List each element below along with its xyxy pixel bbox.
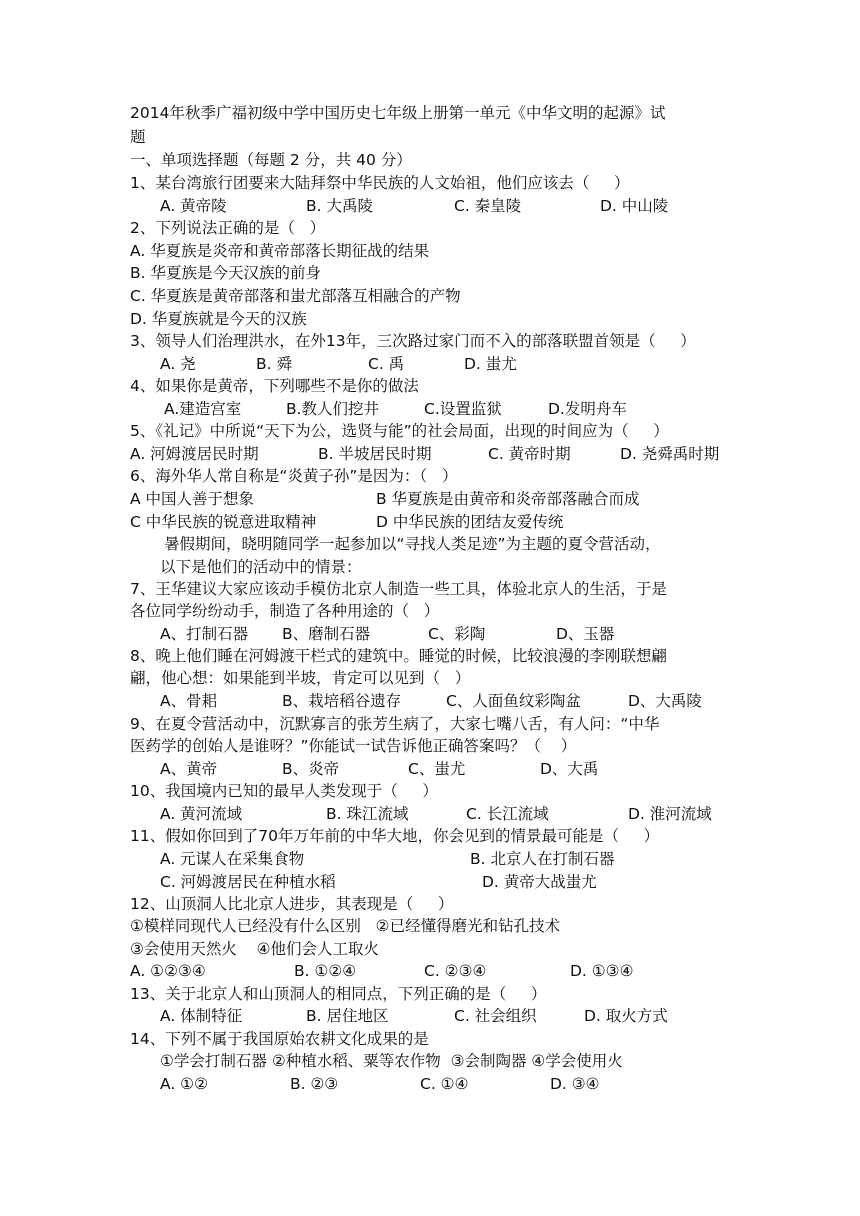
question-8-option-b: B、栽培稻谷遗存 [282, 692, 402, 710]
question-9-option-b: B、炎帝 [282, 760, 340, 778]
question-11-option-c: C. 河姆渡居民在种植水稻 [160, 873, 336, 891]
question-10-option-b: B. 珠江流域 [326, 805, 409, 823]
question-5-option-b: B. 半坡居民时期 [318, 445, 432, 463]
question-9-stem-line1: 9、在夏令营活动中，沉默寡言的张芳生病了，大家七嘴八舌，有人问：“中华 [130, 715, 660, 733]
question-5-option-a: A. 河姆渡居民时期 [130, 445, 259, 463]
exam-title-line2: 题 [130, 128, 146, 146]
question-7-option-a: A、打制石器 [160, 625, 249, 643]
question-7-stem-line1: 7、王华建议大家应该动手模仿北京人制造一些工具，体验北京人的生活，于是 [130, 580, 667, 598]
question-2-option-d: D. 华夏族就是今天的汉族 [130, 310, 307, 328]
question-4-option-c: C.设置监狱 [424, 400, 502, 418]
question-6-option-c: C 中华民族的锐意进取精神 [130, 513, 317, 531]
question-1-stem: 1、某台湾旅行团要来大陆拜祭中华民族的人文始祖，他们应该去（ ） [130, 174, 630, 192]
scenario-intro-line1: 暑假期间，晓明随同学一起参加以“寻找人类足迹”为主题的夏令营活动， [164, 535, 661, 553]
question-9-option-d: D、大禹 [540, 760, 599, 778]
question-12-statements-line2: ③会使用天然火 ④他们会人工取火 [130, 940, 380, 958]
question-3-option-a: A. 尧 [160, 355, 196, 373]
question-10-option-c: C. 长江流域 [466, 805, 549, 823]
question-1-option-a: A. 黄帝陵 [160, 197, 227, 215]
question-13-option-b: B. 居住地区 [306, 1007, 389, 1025]
question-7-option-d: D、玉器 [556, 625, 615, 643]
question-6-stem: 6、海外华人常自称是“炎黄子孙”是因为：（ ） [130, 467, 458, 485]
question-7-stem-line2: 各位同学纷纷动手，制造了各种用途的（ ） [130, 602, 440, 620]
scenario-intro-line2: 以下是他们的活动中的情景： [160, 558, 362, 576]
question-14-stem: 14、下列不属于我国原始农耕文化成果的是 [130, 1030, 429, 1048]
question-12-option-c: C. ②③④ [424, 962, 487, 980]
question-11-option-d: D. 黄帝大战蚩尤 [482, 873, 597, 891]
question-14-option-c: C. ①④ [420, 1075, 469, 1093]
question-14-option-b: B. ②③ [290, 1075, 339, 1093]
question-11-option-a: A. 元谋人在采集食物 [160, 850, 305, 868]
section-heading: 一、单项选择题（每题 2 分，共 40 分） [130, 151, 412, 169]
question-2-option-c: C. 华夏族是黄帝部落和蚩尤部落互相融合的产物 [130, 287, 461, 305]
question-10-stem: 10、我国境内已知的最早人类发现于（ ） [130, 782, 438, 800]
question-9-option-c: C、蚩尤 [408, 760, 466, 778]
question-12-stem: 12、山顶洞人比北京人进步，其表现是（ ） [130, 895, 454, 913]
question-10-option-d: D. 淮河流域 [628, 805, 712, 823]
question-12-statements-line1: ①模样同现代人已经没有什么区别 ②已经懂得磨光和钻孔技术 [130, 917, 561, 935]
question-12-option-d: D. ①③④ [570, 962, 634, 980]
question-8-stem-line2: 翩，他心想：如果能到半坡，肯定可以见到（ ） [130, 669, 471, 687]
question-5-option-d: D. 尧舜禹时期 [620, 445, 720, 463]
question-8-option-c: C、人面鱼纹彩陶盆 [446, 692, 581, 710]
question-12-option-a: A. ①②③④ [130, 962, 206, 980]
question-13-option-d: D. 取火方式 [584, 1007, 668, 1025]
question-8-option-d: D、大禹陵 [628, 692, 702, 710]
question-3-option-b: B. 舜 [256, 355, 292, 373]
question-5-stem: 5、《礼记》中所说“天下为公，选贤与能”的社会局面，出现的时间应为（ ） [130, 422, 669, 440]
question-2-option-b: B. 华夏族是今天汉族的前身 [130, 264, 321, 282]
question-5-option-c: C. 黄帝时期 [488, 445, 571, 463]
question-3-stem: 3、领导人们治理洪水，在外13年，三次路过家门而不入的部落联盟首领是（ ） [130, 332, 696, 350]
question-8-stem-line1: 8、晚上他们睡在河姆渡干栏式的建筑中。睡觉的时候，比较浪漫的李刚联想翩 [130, 647, 667, 665]
question-4-option-b: B.教人们挖井 [286, 400, 380, 418]
question-2-option-a: A. 华夏族是炎帝和黄帝部落长期征战的结果 [130, 242, 430, 260]
question-6-option-a: A 中国人善于想象 [130, 490, 255, 508]
question-13-stem: 13、关于北京人和山顶洞人的相同点，下列正确的是（ ） [130, 985, 547, 1003]
question-2-stem: 2、下列说法正确的是（ ） [130, 219, 326, 237]
question-1-option-d: D. 中山陵 [600, 197, 669, 215]
question-4-option-d: D.发明舟车 [548, 400, 627, 418]
question-4-option-a: A.建造宫室 [164, 400, 242, 418]
question-6-option-b: B 华夏族是由黄帝和炎帝部落融合而成 [376, 490, 640, 508]
question-7-option-c: C、彩陶 [428, 625, 486, 643]
question-9-stem-line2: 医药学的创始人是谁呀？”你能试一试告诉他正确答案吗？（ ） [130, 737, 577, 755]
question-13-option-c: C. 社会组织 [454, 1007, 537, 1025]
question-10-option-a: A. 黄河流域 [160, 805, 243, 823]
question-14-option-d: D. ③④ [550, 1075, 600, 1093]
question-1-option-b: B. 大禹陵 [306, 197, 373, 215]
question-6-option-d: D 中华民族的团结友爱传统 [376, 513, 564, 531]
question-3-option-c: C. 禹 [368, 355, 405, 373]
question-14-statements: ①学会打制石器 ②种植水稻、粟等农作物 ③会制陶器 ④学会使用火 [160, 1052, 623, 1070]
question-11-option-b: B. 北京人在打制石器 [470, 850, 615, 868]
exam-title-line1: 2014年秋季广福初级中学中国历史七年级上册第一单元《中华文明的起源》试 [130, 104, 666, 122]
question-14-option-a: A. ①② [160, 1075, 208, 1093]
question-9-option-a: A、黄帝 [160, 760, 218, 778]
question-3-option-d: D. 蚩尤 [464, 355, 517, 373]
question-12-option-b: B. ①②④ [294, 962, 357, 980]
question-7-option-b: B、磨制石器 [282, 625, 371, 643]
question-13-option-a: A. 体制特征 [160, 1007, 243, 1025]
question-8-option-a: A、骨耜 [160, 692, 218, 710]
question-11-stem: 11、假如你回到了70年万年前的中华大地，你会见到的情景最可能是（ ） [130, 827, 660, 845]
question-4-stem: 4、如果你是黄帝，下列哪些不是你的做法 [130, 377, 419, 395]
question-1-option-c: C. 秦皇陵 [454, 197, 522, 215]
